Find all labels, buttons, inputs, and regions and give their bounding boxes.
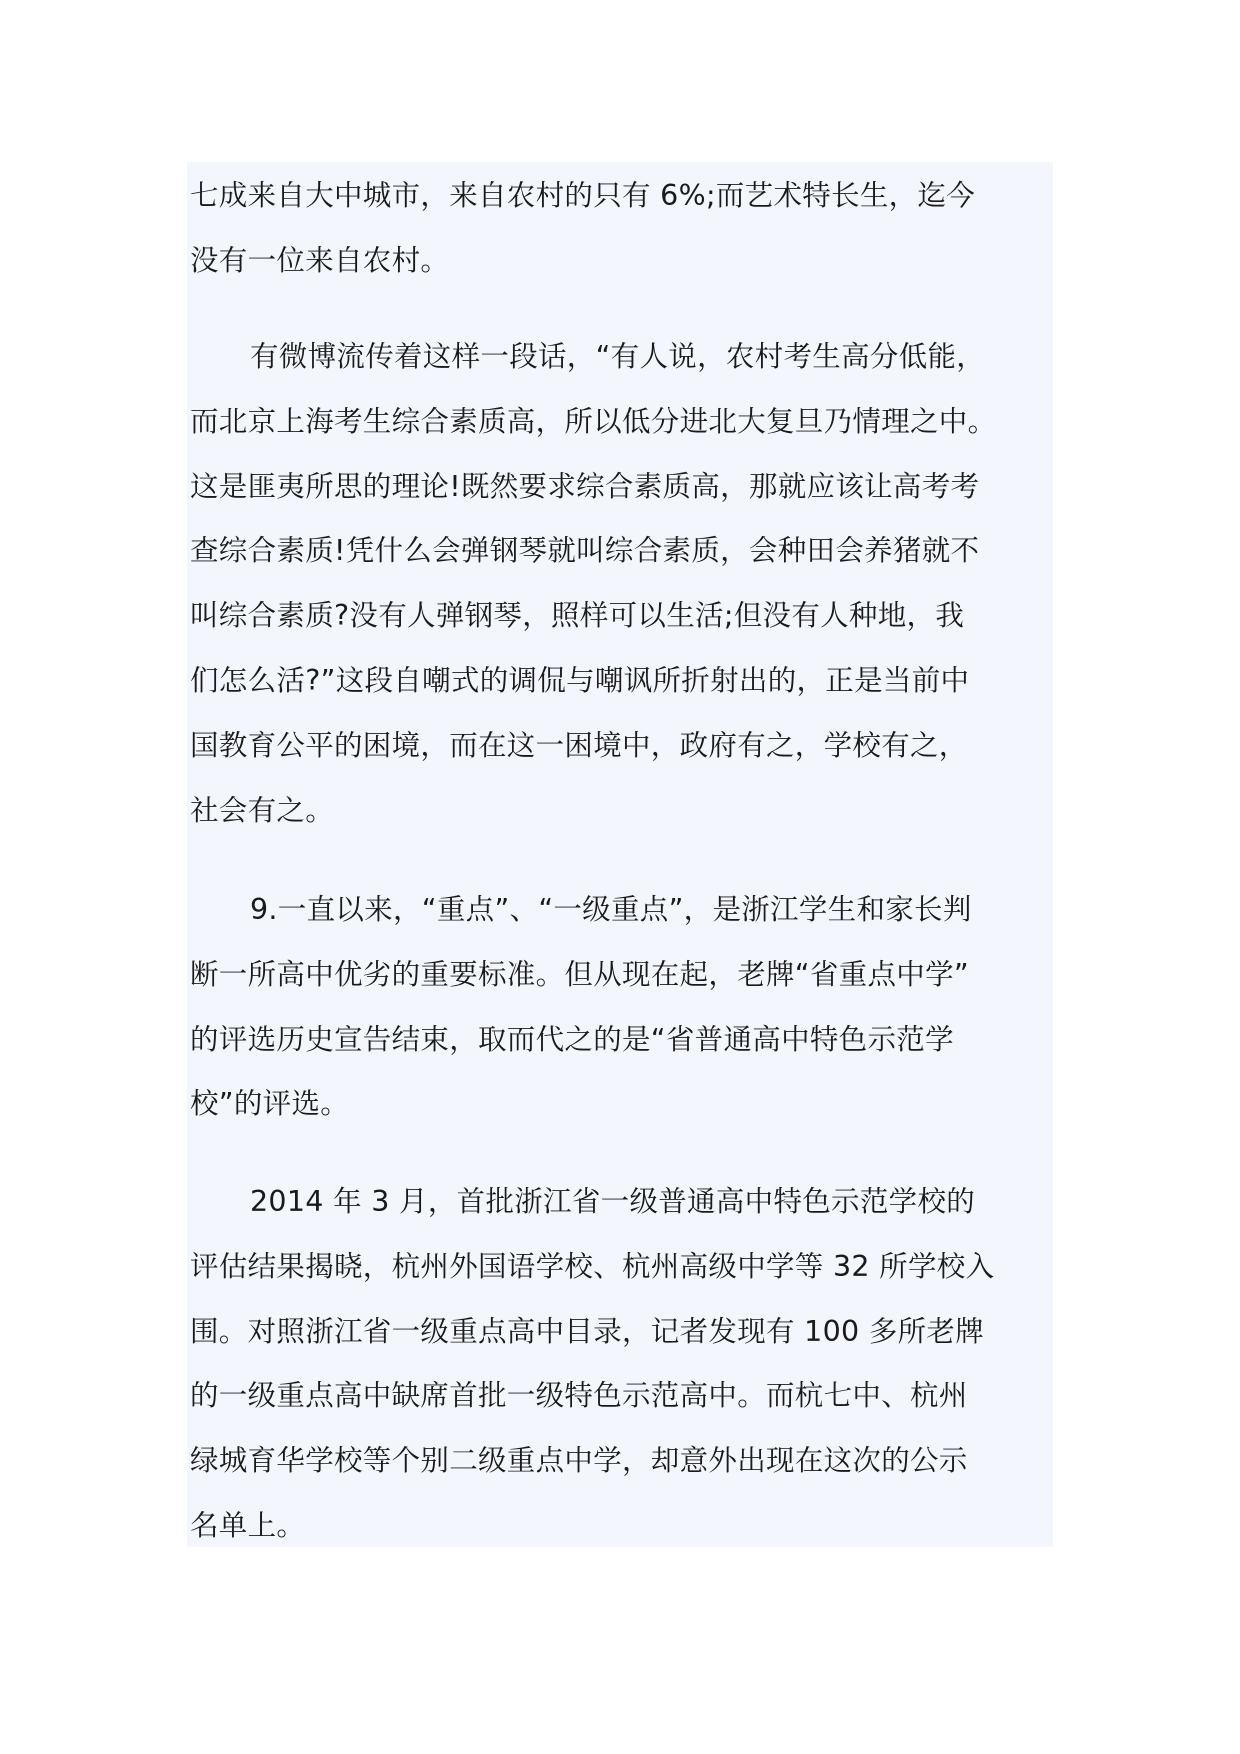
text-line: 评估结果揭晓，杭州外国语学校、杭州高级中学等 32 所学校入	[190, 1249, 995, 1283]
text-line: 2014 年 3 月，首批浙江省一级普通高中特色示范学校的	[250, 1185, 976, 1218]
text-line: 绿城育华学校等个别二级重点中学，却意外出现在这次的公示	[190, 1444, 968, 1478]
text-line: 而北京上海考生综合素质高，所以低分进北大复旦乃情理之中。	[190, 404, 997, 438]
text-line: 名单上。	[190, 1508, 306, 1542]
text-line: 的一级重点高中缺席首批一级特色示范高中。而杭七中、杭州	[190, 1379, 968, 1413]
paragraph-weibo-quote	[190, 325, 1050, 843]
text-line: 没有一位来自农村。	[190, 243, 450, 277]
text-line: 国教育公平的困境，而在这一困境中，政府有之，学校有之，	[190, 728, 968, 762]
text-line: 七成来自大中城市，来自农村的只有 6%;而艺术特长生，迄今	[190, 179, 976, 212]
text-line: 围。对照浙江省一级重点高中目录，记者发现有 100 多所老牌	[190, 1314, 985, 1348]
paragraph-key-school-evaluation	[190, 878, 1050, 1137]
paragraph-rural-students	[190, 164, 1050, 294]
paragraph-2014-results	[190, 1170, 1050, 1559]
text-line: 这是匪夷所思的理论!既然要求综合素质高，那就应该让高考考	[190, 469, 980, 503]
text-line: 查综合素质!凭什么会弹钢琴就叫综合素质，会种田会养猪就不	[190, 534, 980, 568]
text-line: 断一所高中优劣的重要标准。但从现在起，老牌“省重点中学”	[190, 957, 969, 991]
text-line: 9.一直以来，“重点”、“一级重点”，是浙江学生和家长判	[250, 893, 972, 926]
text-line: 社会有之。	[190, 793, 335, 827]
text-line: 校”的评选。	[190, 1087, 350, 1121]
text-line: 叫综合素质?没有人弹钢琴，照样可以生活;但没有人种地，我	[190, 599, 965, 633]
text-line: 有微博流传着这样一段话，“有人说，农村考生高分低能，	[250, 340, 986, 373]
text-line: 的评选历史宣告结束，取而代之的是“省普通高中特色示范学	[190, 1022, 954, 1056]
text-line: 们怎么活?”这段自嘲式的调侃与嘲讽所折射出的，正是当前中	[190, 663, 970, 697]
